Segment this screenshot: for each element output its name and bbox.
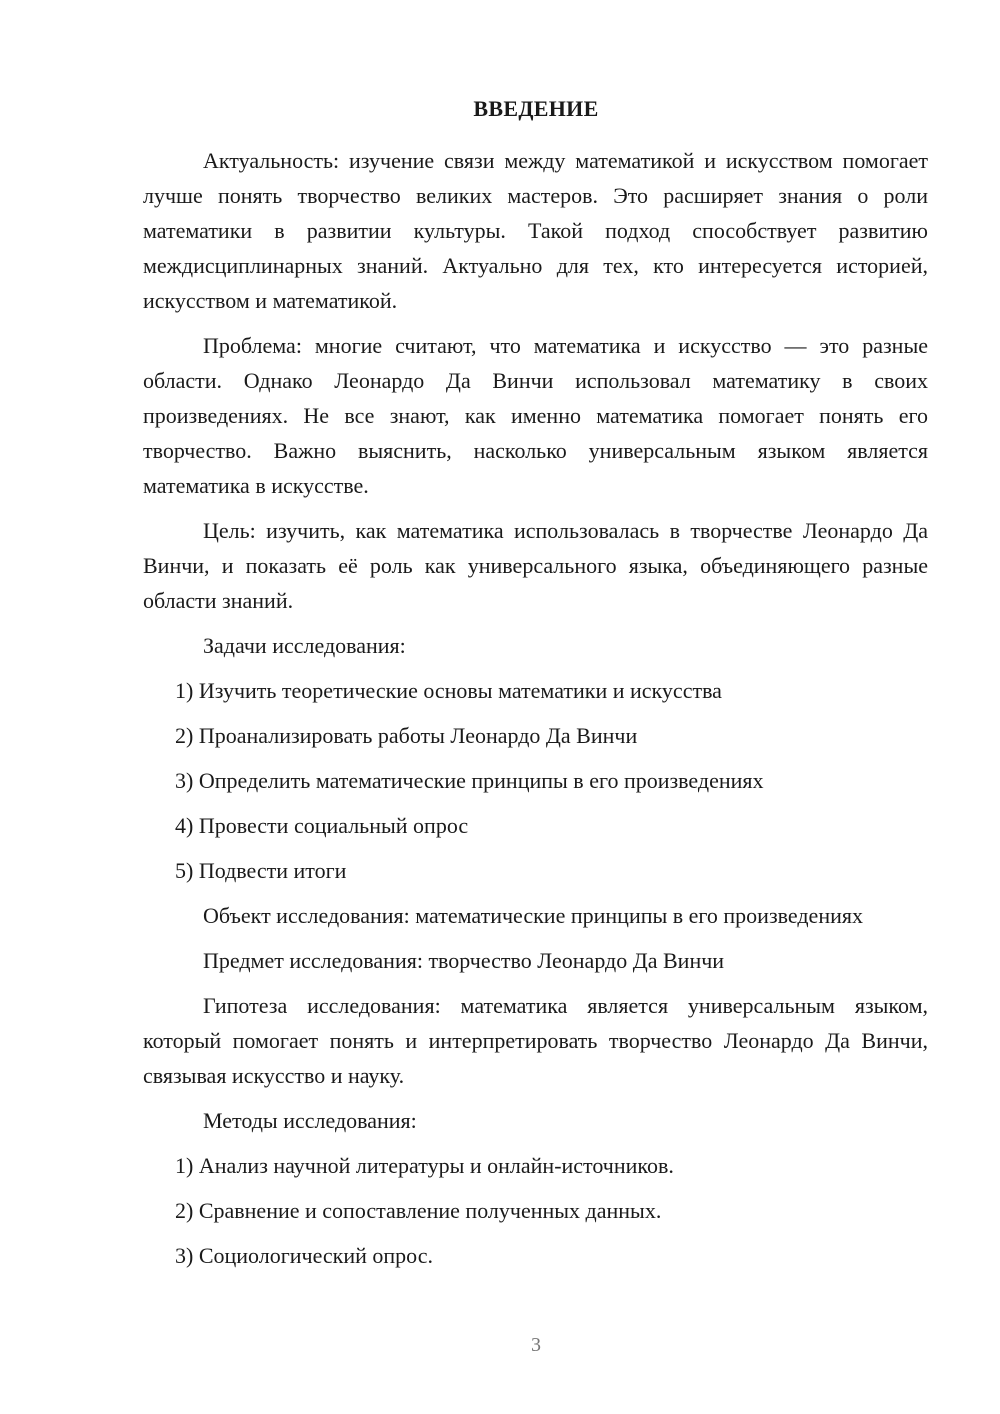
document-body [143,143,928,1283]
object-paragraph: Объект исследования: математические принципы в его произведениях [203,903,863,928]
hypothesis-paragraph: Гипотеза исследования: математика является универсальным языком, который помогает понять и интерпретировать творчество Леонардо Да Винчи, связывая искусство и науку. [143,993,928,1088]
task-item-3: 3) Определить математические принципы в его произведениях [175,768,764,793]
problem-paragraph: Проблема: многие считают, что математика и искусство — это разные области. Однако Леонардо Да Винчи использовал математику в своих произведениях. Не все знают, как именно математика помогает понять его творчество. Важно выяснить, насколько универсальным языком является математика в искусстве. [143,333,928,498]
methods-heading: Методы исследования: [203,1108,417,1133]
goal-paragraph: Цель: изучить, как математика использовалась в творчестве Леонардо Да Винчи, и показать её роль как универсального языка, объединяющего разные области знаний. [143,518,928,613]
page-number: 3 [531,1334,541,1356]
method-item-1: 1) Анализ научной литературы и онлайн-источников. [175,1153,674,1178]
tasks-heading: Задачи исследования: [203,633,406,658]
page-title: ВВЕДЕНИЕ [473,96,599,121]
task-item-5: 5) Подвести итоги [175,858,347,883]
task-item-1: 1) Изучить теоретические основы математики и искусства [175,678,722,703]
subject-paragraph: Предмет исследования: творчество Леонардо Да Винчи [203,948,725,973]
method-item-2: 2) Сравнение и сопоставление полученных данных. [175,1198,662,1223]
task-item-4: 4) Провести социальный опрос [175,813,469,838]
method-item-3: 3) Социологический опрос. [175,1243,433,1268]
task-item-2: 2) Проанализировать работы Леонардо Да Винчи [175,723,638,748]
relevance-paragraph: Актуальность: изучение связи между математикой и искусством помогает лучше понять творчество великих мастеров. Это расширяет знания о роли математики в развитии культуры. Такой подход способствует развитию междисциплинарных знаний. Актуально для тех, кто интересуется историей, искусством и математикой. [143,148,928,313]
